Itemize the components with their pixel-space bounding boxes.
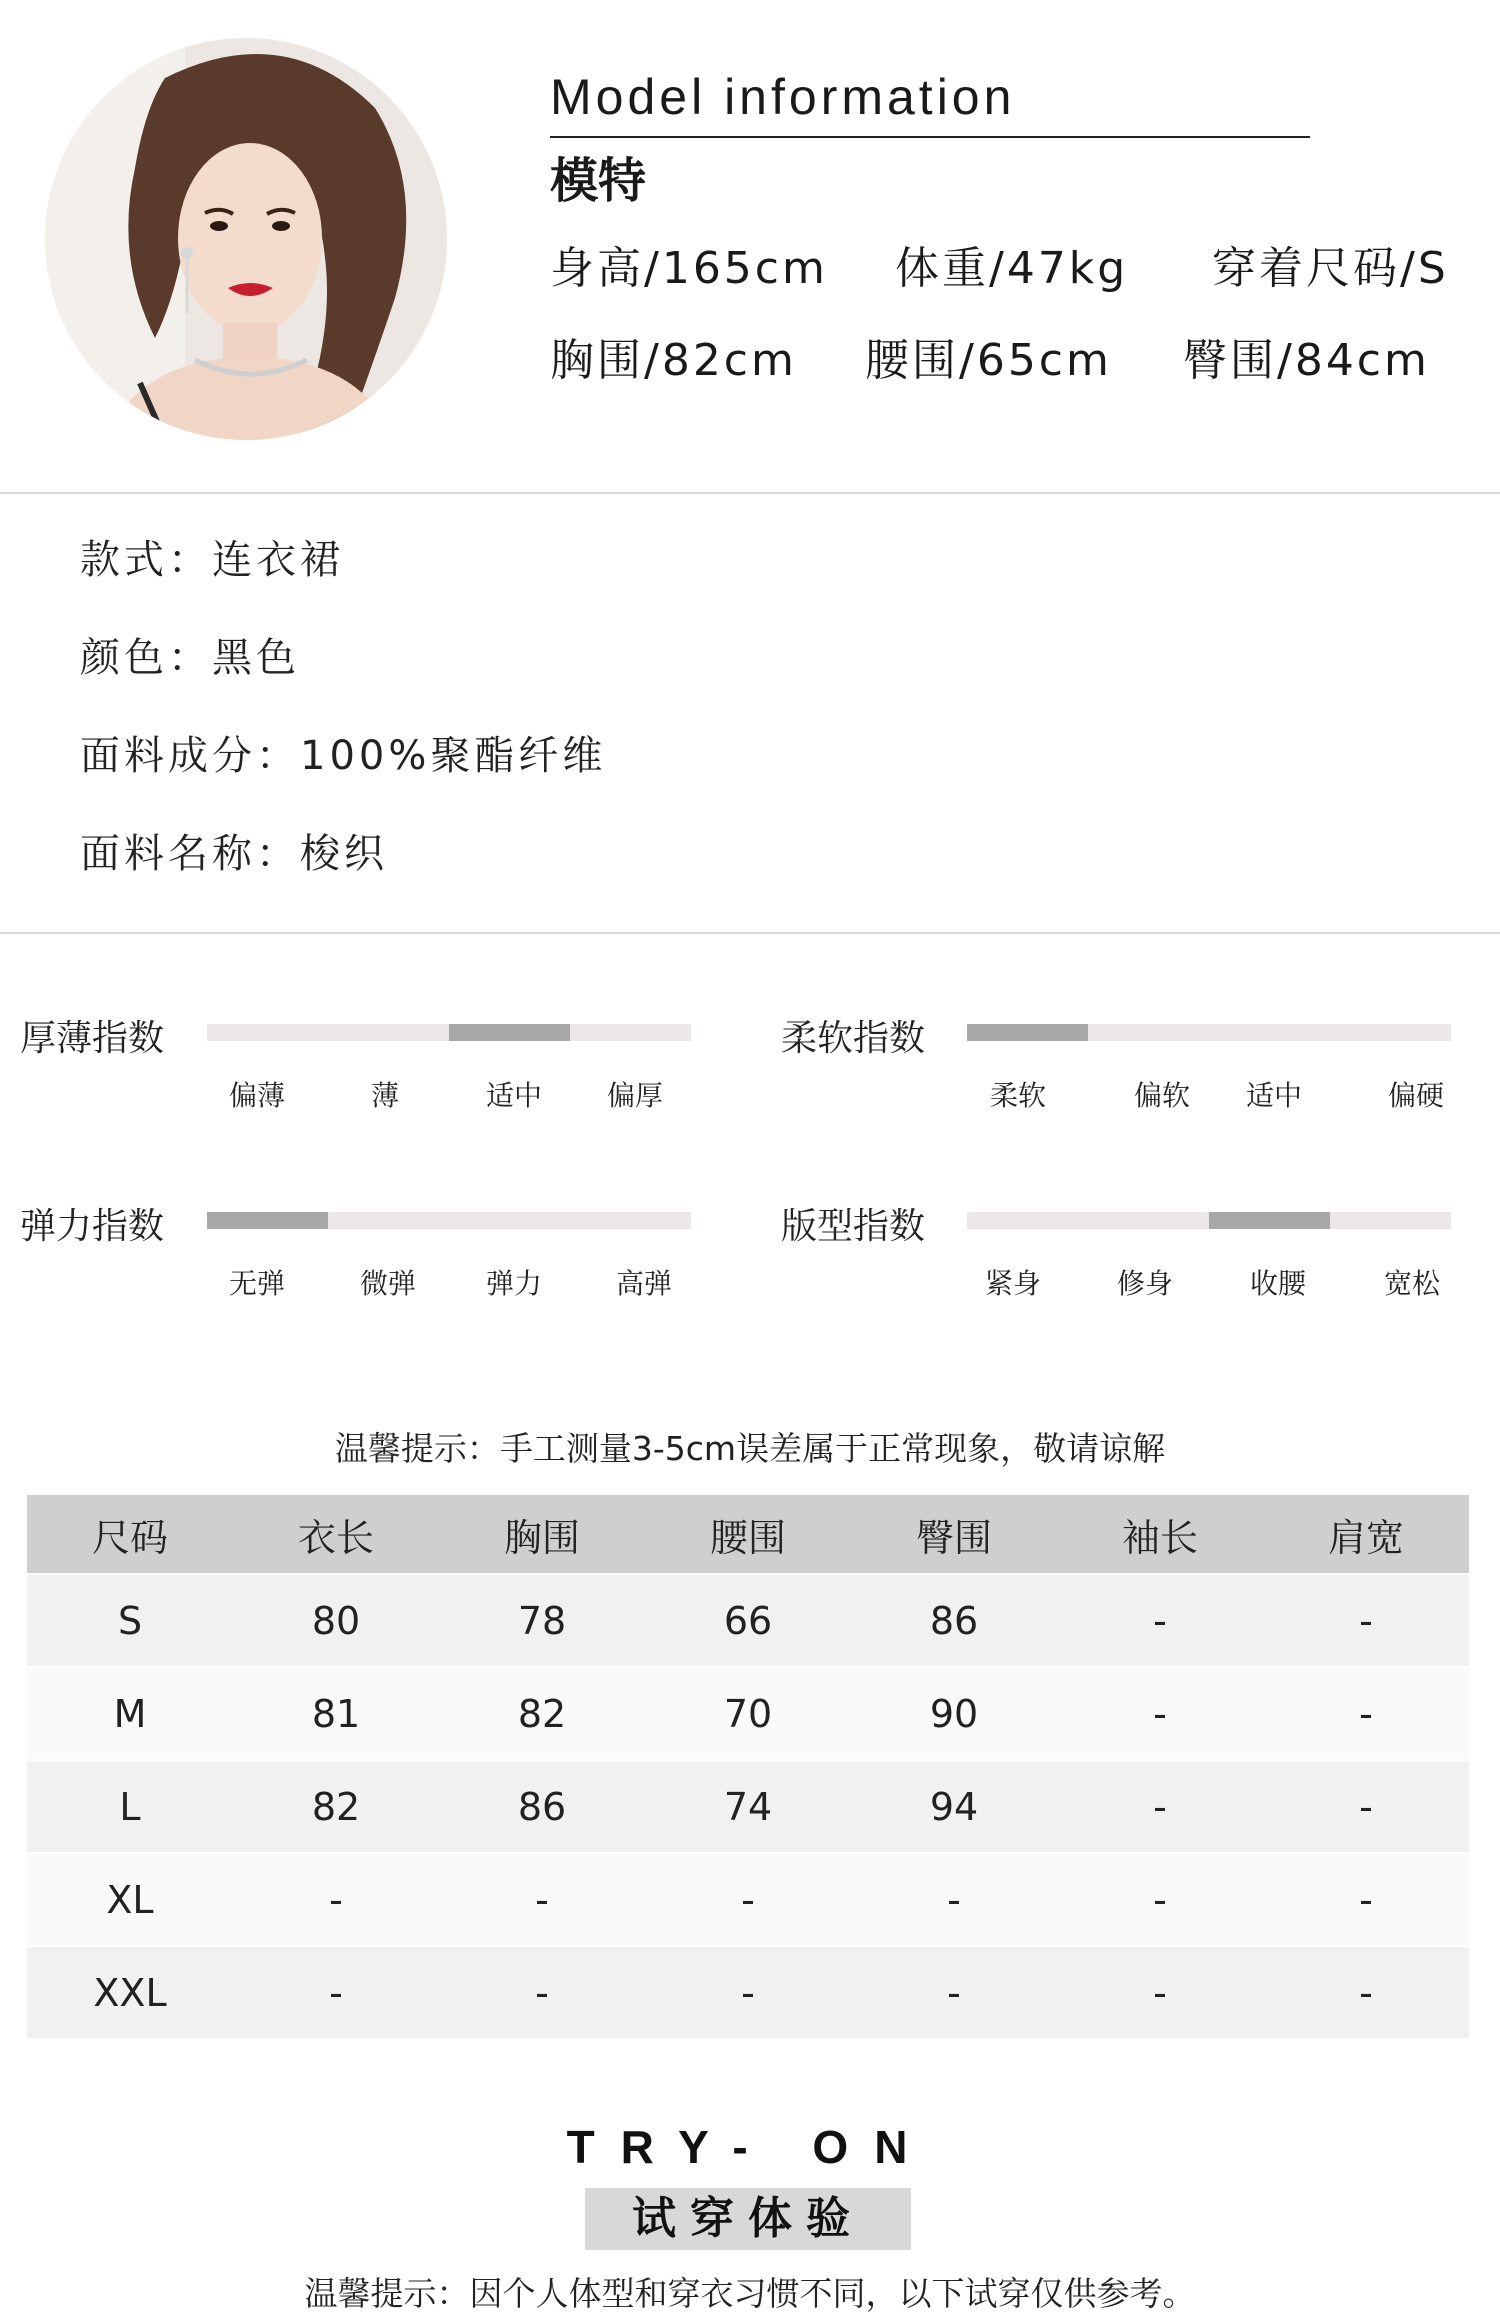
table-cell: - bbox=[1057, 1574, 1263, 1667]
table-header-cell: 臀围 bbox=[851, 1495, 1057, 1574]
table-header-cell: 衣长 bbox=[233, 1495, 439, 1574]
thickness-index-bar bbox=[207, 1024, 691, 1041]
softness-option: 偏软 bbox=[1133, 1079, 1191, 1112]
model-title-underline bbox=[550, 136, 1310, 138]
table-cell: 70 bbox=[645, 1667, 851, 1760]
fit-index-label: 版型指数 bbox=[781, 1206, 926, 1247]
table-header-cell: 腰围 bbox=[645, 1495, 851, 1574]
table-cell: S bbox=[27, 1574, 233, 1667]
table-row bbox=[27, 1760, 1469, 1853]
model-portrait-image bbox=[45, 38, 447, 440]
softness-index-fill bbox=[967, 1024, 1088, 1041]
elasticity-index-fill bbox=[207, 1212, 328, 1229]
model-height: 身高/165cm bbox=[550, 243, 828, 294]
table-cell: - bbox=[1263, 1853, 1469, 1946]
table-cell: - bbox=[1263, 1946, 1469, 2038]
softness-index-label: 柔软指数 bbox=[781, 1018, 926, 1059]
table-header-cell: 胸围 bbox=[439, 1495, 645, 1574]
table-cell: M bbox=[27, 1667, 233, 1760]
softness-index-bar bbox=[967, 1024, 1451, 1041]
size-table bbox=[27, 1495, 1469, 2038]
size-table-header-row bbox=[27, 1495, 1469, 1574]
product-fabric-name: 面料名称：梭织 bbox=[80, 831, 388, 877]
model-info-title: Model information bbox=[550, 69, 1016, 125]
product-composition: 面料成分：100%聚酯纤维 bbox=[80, 733, 607, 779]
table-cell: 86 bbox=[851, 1574, 1057, 1667]
thickness-option: 薄 bbox=[370, 1079, 400, 1112]
model-hip: 臀围/84cm bbox=[1183, 335, 1430, 386]
thickness-option: 偏薄 bbox=[228, 1079, 286, 1112]
table-cell: 90 bbox=[851, 1667, 1057, 1760]
table-cell: - bbox=[645, 1853, 851, 1946]
table-cell: - bbox=[1263, 1574, 1469, 1667]
table-cell: - bbox=[1057, 1667, 1263, 1760]
table-cell: XXL bbox=[27, 1946, 233, 2038]
table-cell: - bbox=[439, 1946, 645, 2038]
model-info-subtitle: 模特 bbox=[550, 153, 647, 209]
table-cell: - bbox=[233, 1853, 439, 1946]
table-row bbox=[27, 1574, 1469, 1667]
table-header-cell: 肩宽 bbox=[1263, 1495, 1469, 1574]
elasticity-index-label: 弹力指数 bbox=[20, 1206, 165, 1247]
table-cell: - bbox=[233, 1946, 439, 2038]
model-size: 穿着尺码/S bbox=[1212, 243, 1449, 294]
tryon-title: TRY- ON bbox=[566, 2121, 934, 2173]
model-weight: 体重/47kg bbox=[895, 243, 1129, 294]
model-waist: 腰围/65cm bbox=[865, 335, 1112, 386]
table-cell: 94 bbox=[851, 1760, 1057, 1853]
table-cell: 82 bbox=[233, 1760, 439, 1853]
softness-option: 偏硬 bbox=[1387, 1079, 1445, 1112]
table-header-cell: 袖长 bbox=[1057, 1495, 1263, 1574]
table-cell: - bbox=[851, 1853, 1057, 1946]
table-cell: - bbox=[1263, 1667, 1469, 1760]
fit-index-bar bbox=[967, 1212, 1451, 1229]
section-divider bbox=[0, 492, 1500, 494]
tryon-note: 温馨提示：因个人体型和穿衣习惯不同，以下试穿仅供参考。 bbox=[304, 2274, 1196, 2313]
fit-option: 收腰 bbox=[1249, 1267, 1307, 1300]
table-cell: 66 bbox=[645, 1574, 851, 1667]
table-cell: 82 bbox=[439, 1667, 645, 1760]
table-cell: 80 bbox=[233, 1574, 439, 1667]
table-cell: - bbox=[1057, 1853, 1263, 1946]
product-color: 颜色：黑色 bbox=[80, 635, 300, 681]
model-avatar bbox=[45, 38, 447, 440]
table-cell: L bbox=[27, 1760, 233, 1853]
thickness-index-label: 厚薄指数 bbox=[20, 1018, 165, 1059]
elasticity-option: 微弹 bbox=[359, 1267, 417, 1300]
size-table-note: 温馨提示：手工测量3-5cm误差属于正常现象，敬请谅解 bbox=[334, 1429, 1166, 1468]
table-cell: 74 bbox=[645, 1760, 851, 1853]
table-row bbox=[27, 1667, 1469, 1760]
elasticity-option: 无弹 bbox=[228, 1267, 286, 1300]
table-cell: - bbox=[851, 1946, 1057, 2038]
table-row bbox=[27, 1946, 1469, 2038]
elasticity-index-bar bbox=[207, 1212, 691, 1229]
tryon-subtitle: 试穿体验 bbox=[632, 2193, 864, 2244]
product-style: 款式：连衣裙 bbox=[80, 537, 344, 583]
softness-option: 柔软 bbox=[989, 1079, 1047, 1112]
table-cell: XL bbox=[27, 1853, 233, 1946]
table-row bbox=[27, 1853, 1469, 1946]
fit-option: 宽松 bbox=[1383, 1267, 1441, 1300]
model-bust: 胸围/82cm bbox=[550, 335, 797, 386]
table-cell: 78 bbox=[439, 1574, 645, 1667]
fit-index-fill bbox=[1209, 1212, 1330, 1229]
table-cell: - bbox=[1057, 1946, 1263, 2038]
elasticity-option: 弹力 bbox=[485, 1267, 543, 1300]
table-cell: 81 bbox=[233, 1667, 439, 1760]
thickness-option: 偏厚 bbox=[606, 1079, 664, 1112]
section-divider bbox=[0, 932, 1500, 934]
table-cell: - bbox=[645, 1946, 851, 2038]
table-cell: - bbox=[1263, 1760, 1469, 1853]
table-cell: - bbox=[439, 1853, 645, 1946]
table-cell: - bbox=[1057, 1760, 1263, 1853]
elasticity-option: 高弹 bbox=[615, 1267, 673, 1300]
table-cell: 86 bbox=[439, 1760, 645, 1853]
softness-option: 适中 bbox=[1245, 1079, 1303, 1112]
fit-option: 修身 bbox=[1116, 1267, 1174, 1300]
thickness-index-fill bbox=[449, 1024, 570, 1041]
table-header-cell: 尺码 bbox=[27, 1495, 233, 1574]
fit-option: 紧身 bbox=[984, 1267, 1042, 1300]
thickness-option: 适中 bbox=[485, 1079, 543, 1112]
